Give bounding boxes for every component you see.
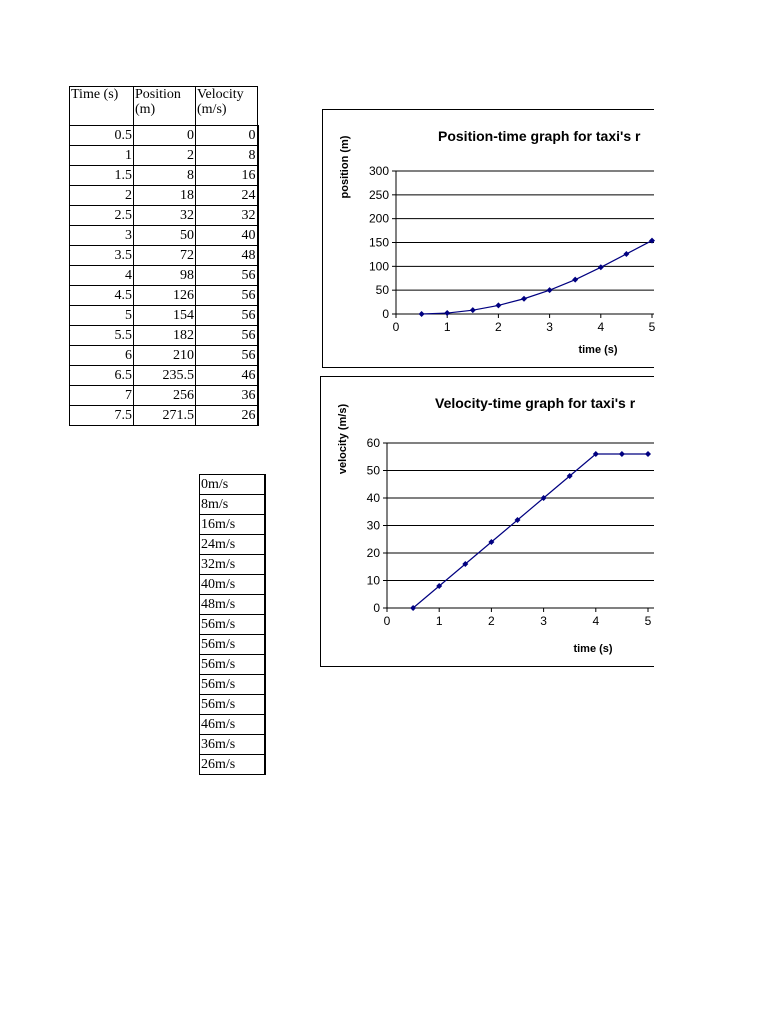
velocity-label-cell: 56m/s: [200, 675, 266, 695]
y-tick-label: 50: [375, 283, 389, 298]
y-tick-label: 150: [368, 235, 389, 250]
table-row: [70, 126, 258, 146]
velocity-label-cell: 24m/s: [200, 535, 266, 555]
x-tick-label: 1: [443, 320, 451, 334]
y-tick-label: 30: [366, 518, 380, 533]
cell-time: 6: [70, 346, 134, 366]
list-item: [200, 655, 266, 675]
cell-velocity: 56: [196, 326, 258, 346]
list-item: [200, 615, 266, 635]
data-point: [645, 451, 651, 457]
header-position: Position (m): [134, 87, 196, 126]
cell-position: 182: [134, 326, 196, 346]
y-tick-label: 300: [368, 164, 389, 178]
table-row: [70, 206, 258, 226]
table-row: [70, 386, 258, 406]
table-row: [70, 246, 258, 266]
cell-velocity: 46: [196, 366, 258, 386]
data-point: [623, 251, 629, 257]
cell-velocity: 40: [196, 226, 258, 246]
x-tick-label: 4: [592, 614, 600, 628]
y-tick-label: 50: [366, 463, 380, 478]
velocity-label-list: [199, 474, 266, 775]
table-row: [70, 186, 258, 206]
y-tick-label: 100: [368, 259, 389, 274]
cell-velocity: 56: [196, 286, 258, 306]
y-tick-label: 10: [366, 573, 380, 588]
cell-velocity: 36: [196, 386, 258, 406]
y-axis-label: velocity (m/s): [337, 403, 349, 475]
table-row: [70, 306, 258, 326]
position-chart-svg: [323, 110, 654, 367]
table-row: [70, 166, 258, 186]
series-line: [413, 454, 648, 608]
data-point: [521, 296, 527, 302]
cell-time: 1.5: [70, 166, 134, 186]
cell-velocity: 56: [196, 306, 258, 326]
velocity-label-cell: 16m/s: [200, 515, 266, 535]
cell-position: 271.5: [134, 406, 196, 426]
cell-time: 4: [70, 266, 134, 286]
cell-velocity: 56: [196, 266, 258, 286]
velocity-label-cell: 40m/s: [200, 575, 266, 595]
y-tick-label: 20: [366, 546, 380, 560]
table-row: [70, 346, 258, 366]
cell-position: 154: [134, 306, 196, 326]
data-point: [495, 302, 501, 308]
data-table: [69, 86, 259, 426]
velocity-label-cell: 26m/s: [200, 755, 266, 775]
cell-position: 235.5: [134, 366, 196, 386]
cell-time: 7: [70, 386, 134, 406]
x-tick-label: 3: [540, 614, 547, 628]
cell-velocity: 26: [196, 406, 258, 426]
cell-position: 256: [134, 386, 196, 406]
list-item: [200, 715, 266, 735]
list-item: [200, 575, 266, 595]
cell-velocity: 8: [196, 146, 258, 166]
y-tick-label: 60: [366, 436, 380, 450]
chart-title: Velocity-time graph for taxi's r: [435, 395, 636, 411]
cell-time: 3.5: [70, 246, 134, 266]
x-tick-label: 5: [648, 320, 656, 334]
cell-time: 1: [70, 146, 134, 166]
velocity-label-cell: 36m/s: [200, 735, 266, 755]
cell-time: 2.5: [70, 206, 134, 226]
table-row: [70, 366, 258, 386]
cell-velocity: 48: [196, 246, 258, 266]
cell-position: 32: [134, 206, 196, 226]
cell-time: 5: [70, 306, 134, 326]
velocity-chart-svg: [321, 377, 654, 666]
velocity-label-cell: 56m/s: [200, 655, 266, 675]
x-tick-label: 4: [597, 320, 605, 334]
y-tick-label: 0: [382, 307, 389, 321]
velocity-label-cell: 8m/s: [200, 495, 266, 515]
y-axis-label: position (m): [339, 135, 351, 199]
y-tick-label: 200: [368, 211, 389, 226]
table-row: [70, 266, 258, 286]
data-point: [419, 311, 425, 317]
x-axis-label: time (s): [578, 344, 618, 356]
cell-position: 18: [134, 186, 196, 206]
x-tick-label: 2: [495, 320, 502, 334]
list-item: [200, 495, 266, 515]
cell-position: 210: [134, 346, 196, 366]
cell-position: 2: [134, 146, 196, 166]
data-point: [470, 307, 476, 313]
cell-position: 72: [134, 246, 196, 266]
data-point: [444, 310, 450, 316]
velocity-label-cell: 32m/s: [200, 555, 266, 575]
y-tick-label: 40: [366, 491, 380, 505]
list-item: [200, 755, 266, 775]
cell-velocity: 16: [196, 166, 258, 186]
cell-position: 126: [134, 286, 196, 306]
data-point: [619, 451, 625, 457]
cell-velocity: 0: [196, 126, 258, 146]
cell-position: 50: [134, 226, 196, 246]
cell-time: 3: [70, 226, 134, 246]
table-row: [70, 146, 258, 166]
header-velocity: Velocity (m/s): [196, 87, 258, 126]
data-point: [547, 287, 553, 293]
y-tick-label: 0: [373, 601, 380, 615]
table-row: [70, 326, 258, 346]
x-tick-label: 3: [546, 320, 553, 334]
x-tick-label: 0: [392, 320, 400, 334]
cell-position: 98: [134, 266, 196, 286]
list-item: [200, 695, 266, 715]
list-item: [200, 675, 266, 695]
table-header-row: [70, 87, 258, 126]
list-item: [200, 735, 266, 755]
velocity-label-cell: 56m/s: [200, 615, 266, 635]
velocity-label-cell: 56m/s: [200, 635, 266, 655]
velocity-label-cell: 46m/s: [200, 715, 266, 735]
table-row: [70, 226, 258, 246]
list-item: [200, 595, 266, 615]
cell-time: 4.5: [70, 286, 134, 306]
velocity-label-cell: 56m/s: [200, 695, 266, 715]
data-point: [572, 277, 578, 283]
table-row: [70, 286, 258, 306]
cell-time: 7.5: [70, 406, 134, 426]
velocity-time-chart: [320, 376, 654, 667]
cell-velocity: 56: [196, 346, 258, 366]
cell-velocity: 32: [196, 206, 258, 226]
cell-position: 0: [134, 126, 196, 146]
y-tick-label: 250: [368, 187, 389, 202]
x-tick-label: 2: [488, 614, 495, 628]
header-time: Time (s): [70, 87, 134, 126]
list-item: [200, 535, 266, 555]
velocity-label-cell: 0m/s: [200, 475, 266, 495]
list-item: [200, 555, 266, 575]
list-item: [200, 635, 266, 655]
list-item: [200, 515, 266, 535]
cell-velocity: 24: [196, 186, 258, 206]
series-line: [422, 241, 652, 314]
cell-time: 0.5: [70, 126, 134, 146]
cell-time: 5.5: [70, 326, 134, 346]
table-row: [70, 406, 258, 426]
velocity-label-cell: 48m/s: [200, 595, 266, 615]
chart-title: Position-time graph for taxi's r: [438, 128, 641, 144]
cell-time: 2: [70, 186, 134, 206]
x-tick-label: 1: [435, 614, 443, 628]
data-point: [598, 264, 604, 270]
x-tick-label: 5: [644, 614, 652, 628]
x-tick-label: 0: [383, 614, 391, 628]
cell-position: 8: [134, 166, 196, 186]
list-item: [200, 475, 266, 495]
cell-time: 6.5: [70, 366, 134, 386]
position-time-chart: [322, 109, 654, 368]
x-axis-label: time (s): [573, 643, 613, 655]
